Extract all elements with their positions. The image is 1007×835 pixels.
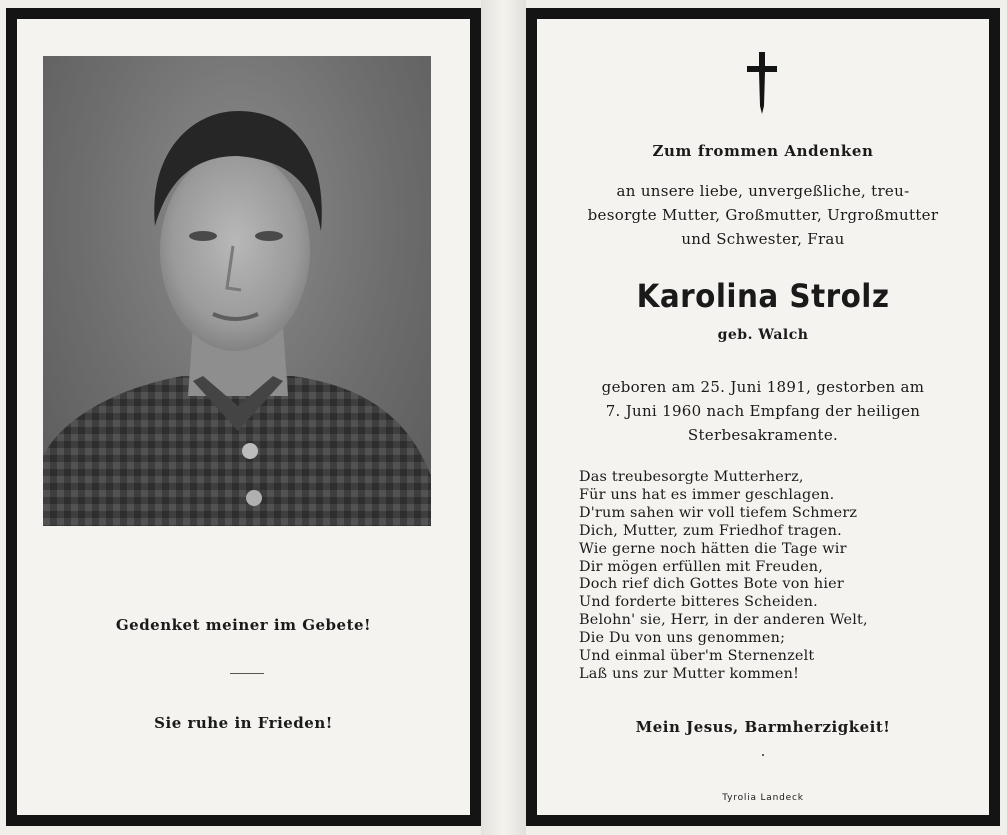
separator-line bbox=[230, 673, 264, 674]
maiden-name: geb. Walch bbox=[717, 327, 809, 343]
poem-line: Für uns hat es immer geschlagen. bbox=[579, 486, 835, 503]
poem-line: Laß uns zur Mutter kommen! bbox=[579, 665, 800, 682]
memorial-poem bbox=[579, 469, 979, 684]
printer-imprint: Tyrolia Landeck bbox=[722, 793, 804, 803]
card-fold bbox=[481, 0, 526, 835]
intro-line: an unsere liebe, unvergeßliche, treu- bbox=[616, 182, 910, 200]
right-card-panel bbox=[526, 8, 1000, 826]
poem-line: Das treubesorgte Mutterherz, bbox=[579, 469, 804, 485]
poem-line: Belohn' sie, Herr, in der anderen Welt, bbox=[579, 612, 868, 629]
poem-line: Und einmal über'm Sternenzelt bbox=[579, 648, 815, 665]
poem-line: Dich, Mutter, zum Friedhof tragen. bbox=[579, 522, 842, 539]
poem-line: Wie gerne noch hätten die Tage wir bbox=[579, 540, 847, 557]
poem-line: Und forderte bitteres Scheiden. bbox=[579, 594, 818, 611]
life-dates bbox=[537, 375, 989, 447]
dates-line: 7. Juni 1960 nach Empfang der heiligen bbox=[605, 402, 921, 420]
latin-cross-icon bbox=[747, 52, 777, 116]
closing-prayer: Mein Jesus, Barmherzigkeit! bbox=[635, 718, 891, 736]
poem-line: D'rum sahen wir voll tiefem Schmerz bbox=[579, 504, 858, 521]
poem-line: Die Du von uns genommen; bbox=[579, 630, 786, 647]
deceased-name: Karolina Strolz bbox=[636, 277, 890, 315]
poem-line: Dir mögen erfüllen mit Freuden, bbox=[579, 558, 824, 575]
portrait-photo bbox=[43, 56, 431, 526]
ink-dot bbox=[762, 754, 764, 756]
prayer-line: Gedenket meiner im Gebete! bbox=[115, 616, 372, 634]
left-card-panel bbox=[6, 8, 481, 826]
intro-line: besorgte Mutter, Großmutter, Urgroßmutter bbox=[587, 206, 939, 224]
portrait-image bbox=[43, 56, 431, 526]
intro-text bbox=[537, 179, 989, 251]
intro-line: und Schwester, Frau bbox=[681, 230, 845, 248]
dates-line: Sterbesakramente. bbox=[687, 426, 839, 444]
poem-line: Doch rief dich Gottes Bote von hier bbox=[579, 576, 844, 593]
dates-line: geboren am 25. Juni 1891, gestorben am bbox=[601, 378, 925, 396]
memorial-heading: Zum frommen Andenken bbox=[652, 142, 874, 160]
rest-in-peace-line: Sie ruhe in Frieden! bbox=[154, 714, 333, 732]
